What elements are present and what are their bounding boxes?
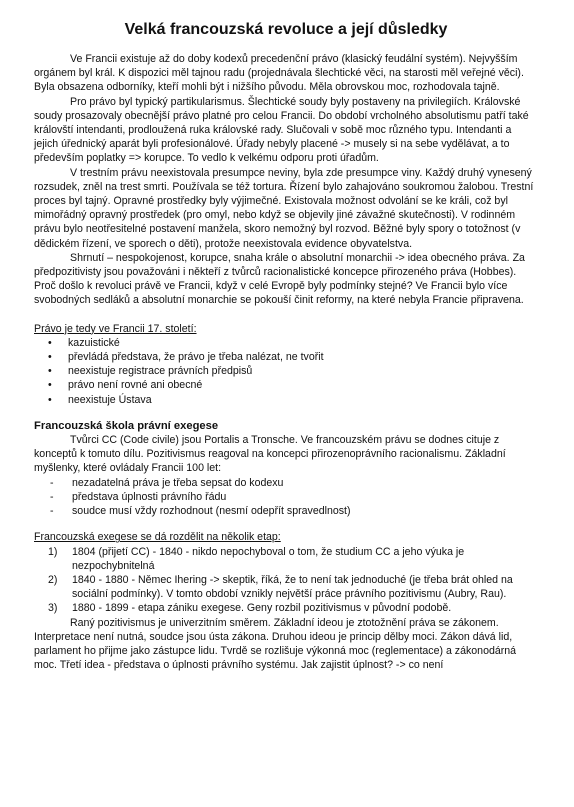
paragraph: Pro právo byl typický partikularismus. Šlechtické soudy byly postaveny na privilegiích. Královské soudy prosazovaly obecnější právo platné pro celou Francii. Do období vrcholného absolutismu patří také královští intendanti, prodloužená ruka královské rady. Slučovali v sobě moc různého typu. Intendanti a jejich úřednický aparát byli profesionálové. Úřady nebyly placené -> musely si na sebe vydělávat, a to především poplatky => korupce. To vedlo k velkému odporu proti úřadům.	[34, 95, 529, 165]
section-heading-stages: Francouzská exegese se dá rozdělit na několik etap:	[34, 531, 281, 544]
paragraph: Shrnutí – nespokojenost, korupce, snaha krále o absolutní monarchii -> idea obecného práva. Za předpozitivisty jsou považováni i někteří z tvůrců racionalistické koncepce přirozeného práva (Hobbes). Proč došlo k revoluci právě ve Francii, když v celé Evropě byly podmínky stejné? Ve Francii bylo více svobodných sedláků a absolutní monarchie se pokouší činit reformy, na které nebyla Francie připravena.	[34, 251, 525, 307]
list-number: 2)	[48, 573, 58, 586]
list-item	[48, 545, 538, 573]
spacer	[34, 308, 538, 322]
list-number: 1)	[48, 545, 58, 558]
list-item: • neexistuje registrace právních předpisů	[48, 364, 538, 378]
list-item-text: 1880 - 1899 - etapa zániku exegese. Geny rozbil pozitivismus v původní podobě.	[72, 602, 452, 615]
list-item-text: 1804 (přijetí CC) - 1840 - nikdo nepochyboval o tom, že studium CC a jeho výuka je nezpochybnitelná	[72, 545, 465, 572]
list-item	[48, 573, 538, 601]
section-heading-exegese-school: Francouzská škola právní exegese	[34, 419, 219, 432]
school-ideas-list	[34, 476, 538, 519]
list-item: - soudce musí vždy rozhodnout (nesmí odepřít spravedlnost)	[48, 504, 538, 518]
paragraph: Raný pozitivismus je univerzitním směrem. Základní ideou je ztotožnění práva se zákonem. Interpretace není nutná, soudce jsou ústa zákona. Druhou ideou je princip dělby moci. Zákon dává lid, parlament ho přijme jako zástupce lidu. Tvrdě se rozlišuje výkonná moc (reglementace) a zákonodárná moc. Třetí idea - představa o úplnosti právního systému. Jak zajistit úplnost? -> co není	[34, 616, 517, 672]
list-item: - nezadatelná práva je třeba sepsat do kodexu	[48, 476, 538, 490]
page-title: Velká francouzská revoluce a její důsledky	[124, 21, 448, 38]
list-item: • převládá představa, že právo je třeba nalézat, ne tvořit	[48, 350, 538, 364]
stages-list	[34, 545, 538, 616]
paragraph: V trestním právu neexistovala presumpce neviny, byla zde presumpce viny. Každý druhý vynesený rozsudek, zněl na trest smrti. Používala se též tortura. Řízení bylo zahajováno soukromou žalobou. Trestní proces byl tajný. Opravné prostředky byly výjimečné. Existovala možnost odvolání se ke králi, což byl mimořádný opravný prostředek (pro omyl, nebo když se objevily jiné závažné skutečnosti). V rodinném právu bylo neotřesitelné postavení manžela, skoro nemožný byl rozvod. Běžné byly spory o totožnost (v dědickém řízení, ve sporech o děti), protože neexistovala evidence obyvatelstva.	[34, 166, 534, 250]
law-17c-list	[34, 336, 538, 407]
list-item: • kazuistické	[48, 336, 538, 350]
list-item: • právo není rovné ani obecné	[48, 378, 538, 392]
list-item: • neexistuje Ústava	[48, 393, 538, 407]
list-item-text: 1840 - 1880 - Němec Ihering -> skeptik, říká, že to není tak jednoduché (je třeba brát ohled na sociální podmínky). V tomto období vznikly největší práce právního pozitivismu (Aubry, Rau).	[72, 573, 513, 601]
paragraph: Tvůrci CC (Code civile) jsou Portalis a Tronsche. Ve francouzském právu se dodnes cituje z konceptů k tomuto dílu. Pozitivismus reagoval na koncepci přirozenoprávního racionalismu. Základní myšlenky, které ovládaly Francii 100 let:	[34, 434, 506, 475]
list-item	[48, 601, 538, 615]
list-item: - představa úplnosti právního řádu	[48, 490, 538, 504]
spacer	[34, 407, 538, 419]
list-number: 3)	[48, 602, 58, 615]
paragraph: Ve Francii existuje až do doby kodexů precedenční právo (klasický feudální systém). Nejvyšším orgánem byl král. K dispozici měl tajnou radu (projednávala šlechtické věci, na starosti měl veřejné věci). Byla obsazena odborníky, kteří mohli být i nižšího původu. Měla obrovskou moc, rozhodovala tajně.	[34, 53, 524, 94]
spacer	[34, 518, 538, 530]
section-heading-law-17c: Právo je tedy ve Francii 17. století:	[34, 322, 197, 335]
